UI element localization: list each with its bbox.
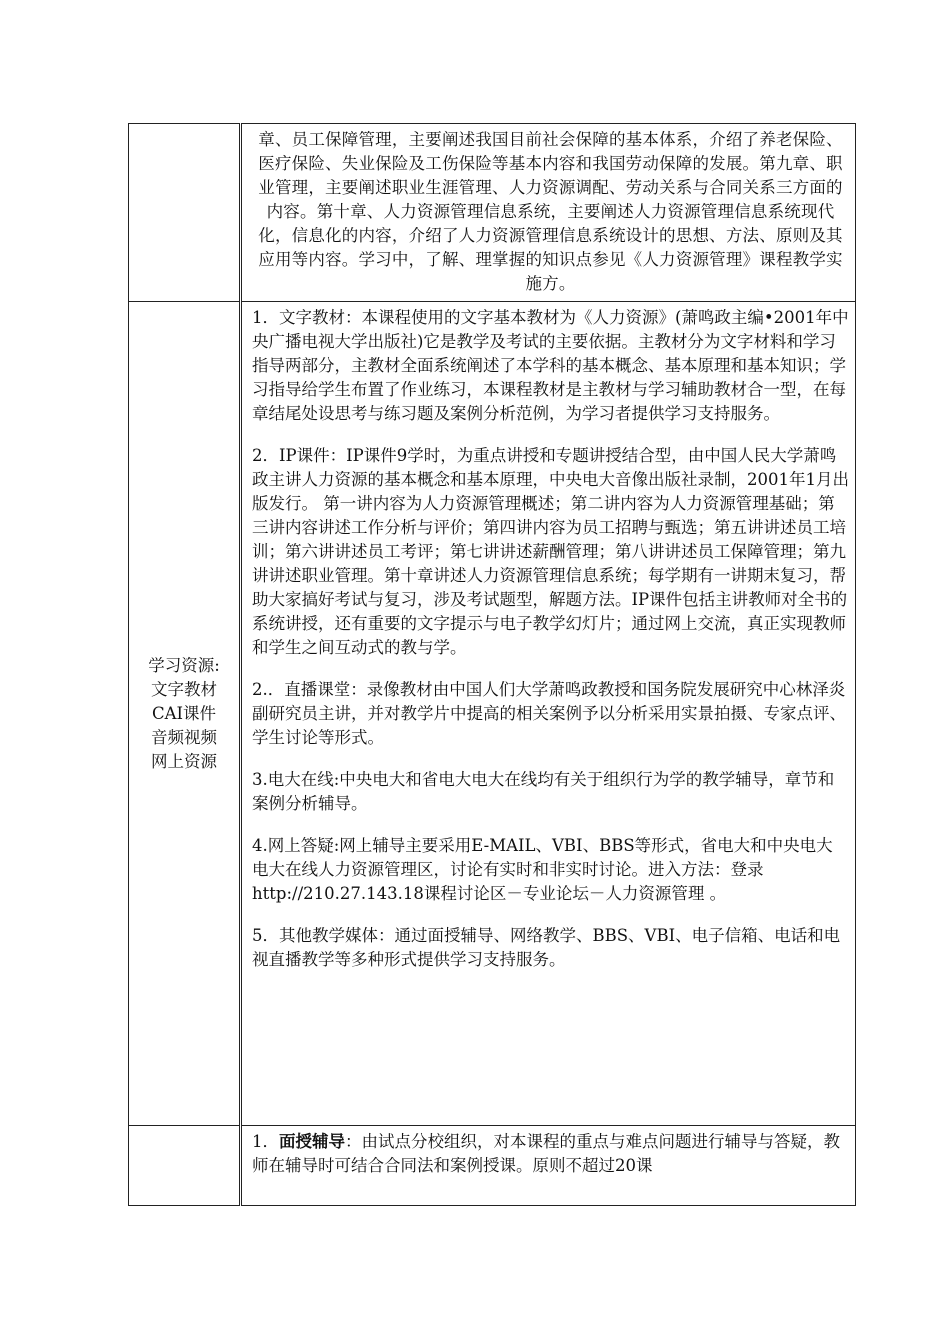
table-row <box>129 1126 856 1206</box>
label-line: 学习资源: <box>148 655 220 675</box>
label-line: 网上资源 <box>151 751 217 771</box>
online-qa-paragraph: 4.网上答疑:网上辅导主要采用E-MAIL、VBI、BBS等形式，省电大和中央电大电大在线人力资源管理区，讨论有实时和非实时讨论。进入方法：登录 http://210.27.143.18课程讨论区－专业论坛－人力资源管理 。 <box>252 836 833 903</box>
tutoring-text: ：由试点分校组织，对本课程的重点与难点问题进行辅导与答疑，教师在辅导时可结合合同法和案例授课。原则不超过20课 <box>252 1132 840 1175</box>
face-to-face-tutoring-paragraph <box>242 1126 855 1182</box>
row2-label-cell <box>129 302 241 1126</box>
row3-label-cell <box>129 1126 241 1206</box>
table-row <box>129 302 856 1126</box>
tvu-online-paragraph: 3.电大在线:中央电大和省电大电大在线均有关于组织行为学的教学辅导，章节和案例分析辅导。 <box>252 770 835 813</box>
row1-text: 章、员工保障管理，主要阐述我国目前社会保障的基本体系，介绍了养老保险、医疗保险、失业保险及工伤保险等基本内容和我国劳动保障的发展。第九章、职业管理，主要阐述职业生涯管理、人力资源调配、劳动关系与合同关系三方面的内容。第十章、人力资源管理信息系统，主要阐述人力资源管理信息系统现代化，信息化的内容，介绍了人力资源管理信息系统设计的思想、方法、原则及其应用等内容。学习中，了解、理掌握的知识点参见《人力资源管理》课程教学实施方。 <box>258 130 843 293</box>
table-row <box>129 124 856 302</box>
row1-content-cell <box>241 124 856 302</box>
label-line: 文字教材 <box>151 679 217 699</box>
document-table <box>128 123 856 1206</box>
learning-resources-label <box>129 654 239 774</box>
label-line: CAI课件 <box>151 703 217 723</box>
row1-label-cell <box>129 124 241 302</box>
other-media-paragraph: 5．其他教学媒体：通过面授辅导、网络教学、BBS、VBI、电子信箱、电话和电视直播教学等多种形式提供学习支持服务。 <box>252 926 841 969</box>
tutoring-heading: 面授辅导 <box>279 1132 345 1151</box>
text-materials-paragraph: 1．文字教材：本课程使用的文字基本教材为《人力资源》(萧鸣政主编•2001年中央广播电视大学出版社)它是教学及考试的主要依据。主教材分为文字材料和学习指导两部分，主教材全面系统阐述了本学科的基本概念、基本原理和基本知识；学习指导给学生布置了作业练习，本课程教材是主教材与学习辅助教材合一型，在每章结尾处设思考与练习题及案例分析范例，为学习者提供学习支持服务。 <box>252 308 849 423</box>
row2-content-cell <box>241 302 856 1126</box>
tutoring-number: 1． <box>252 1132 279 1151</box>
learning-resources-content <box>242 302 855 976</box>
label-line: 音频视频 <box>151 727 217 747</box>
ip-courseware-paragraph: 2．IP课件：IP课件9学时，为重点讲授和专题讲授结合型，由中国人民大学萧鸣政主讲人力资源的基本概念和基本原理，中央电大音像出版社录制，2001年1月出版发行。 第一讲内容为人力资源管理概述；第二讲内容为人力资源管理基础；第三讲内容讲述工作分析与评价；第四讲内容为员工招聘与甄选；第五讲讲述员工培训；第六讲讲述员工考评；第七讲讲述薪酬管理；第八讲讲述员工保障管理；第九讲讲述职业管理。第十章讲述人力资源管理信息系统；每学期有一讲期末复习，帮助大家搞好考试与复习，涉及考试题型，解题方法。IP课件包括主讲教师对全书的系统讲授，还有重要的文字提示与电子教学幻灯片；通过网上交流，真正实现教师和学生之间互动式的教与学。 <box>252 446 849 657</box>
row3-content-cell <box>241 1126 856 1206</box>
live-class-paragraph: 2.．直播课堂：录像教材由中国人们大学萧鸣政教授和国务院发展研究中心林泽炎副研究员主讲，并对教学片中提高的相关案例予以分析采用实景拍摄、专家点评、学生讨论等形式。 <box>252 680 846 747</box>
